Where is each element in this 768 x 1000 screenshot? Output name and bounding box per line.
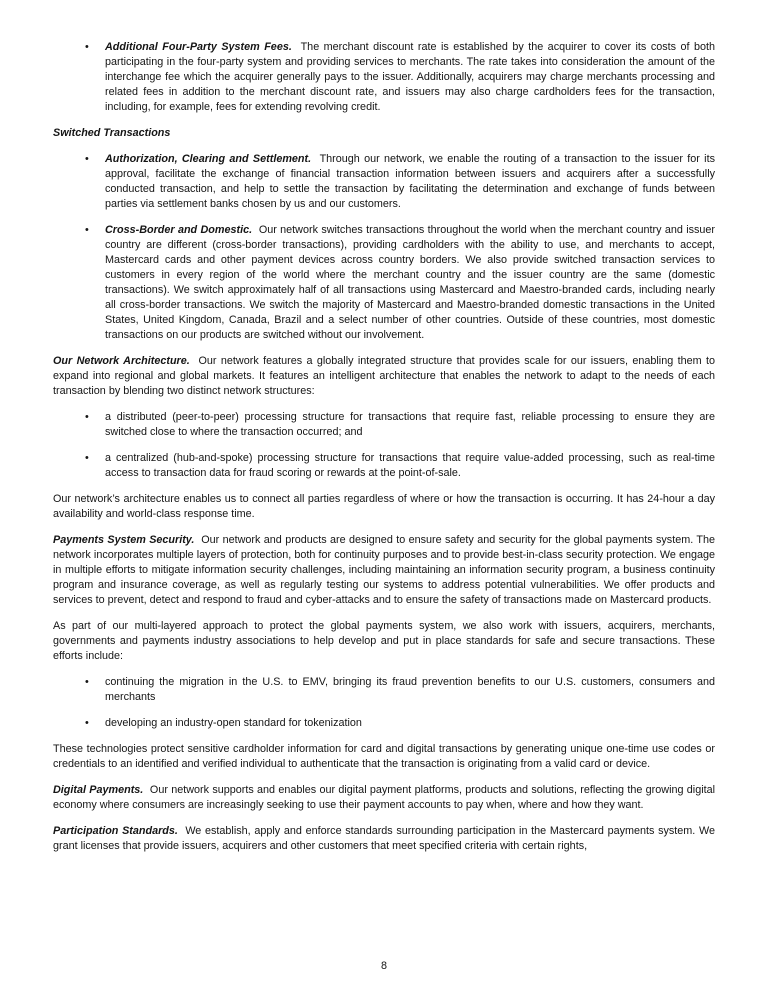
bullet-item bbox=[53, 716, 715, 731]
bullet-item bbox=[53, 410, 715, 440]
bullet-text: continuing the migration in the U.S. to EMV, bringing its fraud prevention benefits to our U.S. customers, consumers and merchants bbox=[105, 676, 715, 703]
bullet-icon: • bbox=[85, 153, 89, 165]
paragraph-lead: Payments System Security. bbox=[53, 534, 195, 546]
bullet-item bbox=[53, 40, 715, 115]
bullet-item bbox=[53, 152, 715, 212]
paragraph-lead: Participation Standards. bbox=[53, 825, 178, 837]
section-heading: Switched Transactions bbox=[53, 127, 171, 139]
paragraph: These technologies protect sensitive cardholder information for card and digital transactions by generating unique one-time use codes or credentials to an identified and verified individual to authenticate that the transaction is originating from a valid card or device. bbox=[53, 743, 715, 770]
bullet-text: Cross-Border and Domestic. Our network switches transactions throughout the world when the merchant country and issuer country are different (cross-border transactions), providing cardholders with the ability to use, and merchants to accept, Mastercard cards and other payment devices across country borders. We also provide switched transaction services to customers in every region of the world where the merchant country and the issuer country are the same (domestic transactions). We switch approximately half of all transactions using Mastercard and Maestro-branded cards, including nearly all cross-border transactions. We switch the majority of Mastercard and Maestro-branded domestic transactions in the United States, United Kingdom, Canada, Brazil and a select number of other countries. Outside of these countries, most domestic transactions on our products are switched without our involvement. bbox=[105, 224, 715, 341]
bullet-icon: • bbox=[85, 717, 89, 729]
paragraph: Payments System Security. Our network and products are designed to ensure safety and security for the global payments system. The network incorporates multiple layers of protection, both for continuity purposes and to provide best-in-class security protection. We engage in multiple efforts to mitigate information security challenges, including maintaining an information security program, a business continuity program and insurance coverage, as well as regularly testing our systems to address potential vulnerabilities. We offer products and services to prevent, detect and respond to fraud and cyber-attacks and to ensure the safety of transactions made on Mastercard products. bbox=[53, 534, 715, 606]
paragraph: Digital Payments. Our network supports and enables our digital payment platforms, products and solutions, reflecting the growing digital economy where consumers are increasingly seeking to use their payment accounts to pay when, where and how they want. bbox=[53, 784, 715, 811]
bullet-item bbox=[53, 223, 715, 343]
paragraph-lead: Our Network Architecture. bbox=[53, 355, 190, 367]
bullet-text: Additional Four-Party System Fees. The merchant discount rate is established by the acquirer to cover its costs of both participating in the four-party system and providing services to merchants. The rate takes into consideration the amount of the interchange fee which the acquirer generally pays to the issuer. Additionally, acquirers may charge merchants processing and related fees in addition to the merchant discount rate, and issuers may also charge cardholders fees for the transaction, including, for example, fees for extending revolving credit. bbox=[105, 41, 715, 113]
bullet-text: a distributed (peer-to-peer) processing structure for transactions that require fast, reliable processing to ensure they are switched close to where the transaction occurred; and bbox=[105, 411, 715, 438]
paragraph-lead: Digital Payments. bbox=[53, 784, 144, 796]
paragraph: Our Network Architecture. Our network features a globally integrated structure that provides scale for our issuers, enabling them to expand into regional and global markets. It features an intelligent architecture that enables the network to adapt to the needs of each transaction by blending two distinct network structures: bbox=[53, 355, 715, 397]
document-content bbox=[53, 40, 715, 865]
bullet-item bbox=[53, 675, 715, 705]
page-number: 8 bbox=[380, 960, 387, 972]
bullet-icon: • bbox=[85, 41, 89, 53]
paragraph: Participation Standards. We establish, apply and enforce standards surrounding participation in the Mastercard payments system. We grant licenses that provide issuers, acquirers and other customers that meet specified criteria with certain rights, bbox=[53, 825, 715, 852]
page-footer bbox=[0, 959, 768, 974]
bullet-text: developing an industry-open standard for tokenization bbox=[105, 717, 362, 729]
bullet-lead: Authorization, Clearing and Settlement. bbox=[105, 153, 312, 165]
bullet-item bbox=[53, 451, 715, 481]
bullet-text: Authorization, Clearing and Settlement. Through our network, we enable the routing of a transaction to the issuer for its approval, facilitate the exchange of financial transaction information between issuers and acquirers after a successfully conducted transaction, and help to settle the transaction by facilitating the determination and exchange of funds between parties via settlement banks chosen by us and our customers. bbox=[105, 153, 715, 210]
bullet-icon: • bbox=[85, 224, 89, 236]
bullet-icon: • bbox=[85, 676, 89, 688]
paragraph: As part of our multi-layered approach to protect the global payments system, we also work with issuers, acquirers, merchants, governments and payments industry associations to help develop and put in place standards for safe and secure transactions. These efforts include: bbox=[53, 620, 715, 662]
bullet-icon: • bbox=[85, 411, 89, 423]
bullet-icon: • bbox=[85, 452, 89, 464]
bullet-lead: Additional Four-Party System Fees. bbox=[105, 41, 292, 53]
paragraph: Our network’s architecture enables us to connect all parties regardless of where or how the transaction is occurring. It has 24-hour a day availability and world-class response time. bbox=[53, 493, 715, 520]
bullet-text: a centralized (hub-and-spoke) processing structure for transactions that require value-added processing, such as real-time access to transaction data for fraud scoring or rewards at the point-of-sale. bbox=[105, 452, 715, 479]
bullet-lead: Cross-Border and Domestic. bbox=[105, 224, 253, 236]
